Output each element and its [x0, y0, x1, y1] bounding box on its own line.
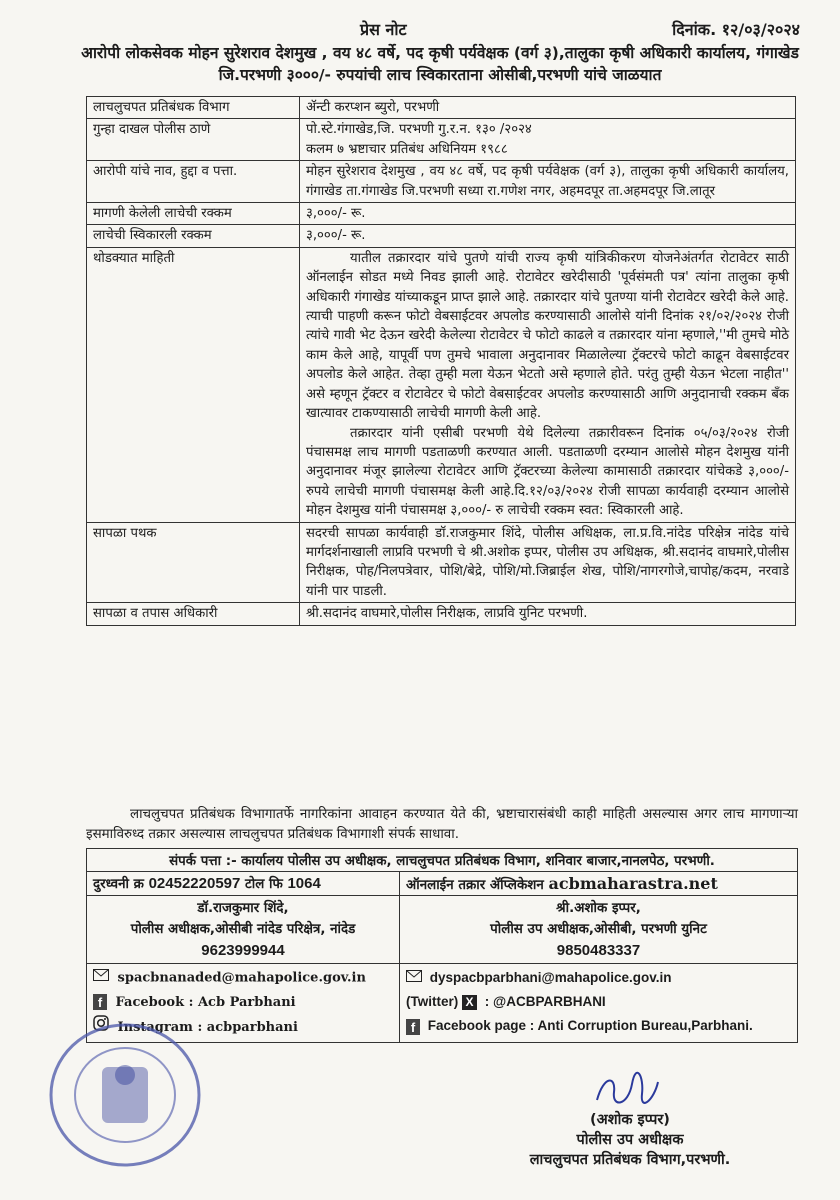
- online-url[interactable]: acbmaharastra.net: [548, 874, 718, 893]
- signatory-title: पोलीस उप अधीक्षक: [576, 1132, 684, 1148]
- facebook-page-text[interactable]: Facebook page : Anti Corruption Bureau,Parbhani.: [427, 1018, 753, 1034]
- row-label: सापळा व तपास अधिकारी: [87, 603, 300, 625]
- row-label: थोडक्यात माहिती: [87, 247, 300, 522]
- facebook-icon: f: [93, 994, 107, 1010]
- x-logo-icon: X: [462, 995, 477, 1010]
- row-value: [300, 119, 796, 161]
- row-value: श्री.सदानंद वाघमारे,पोलीस निरीक्षक, लाप्रवि युनिट परभणी.: [300, 603, 796, 625]
- row-label: आरोपी यांचे नाव, हुद्दा व पत्ता.: [87, 161, 300, 203]
- right-officer-title: पोलीस उप अधीक्षक,ओसीबी, परभणी युनिट: [490, 922, 707, 937]
- facebook-text[interactable]: Facebook : Acb Parbhani: [115, 994, 296, 1010]
- table-row: [87, 161, 796, 203]
- case-section: कलम ७ भ्रष्टाचार प्रतिबंध अधिनियम १९८८: [306, 141, 508, 157]
- left-officer-cell: [87, 896, 400, 964]
- row-value: [300, 247, 796, 522]
- left-email[interactable]: spacbnanaded@mahapolice.gov.in: [117, 970, 366, 986]
- row-label: मागणी केलेली लाचेची रक्कम: [87, 203, 300, 225]
- press-note-title: आरोपी लोकसेवक मोहन सुरेशराव देशमुख , वय ४८ वर्षे, पद कृषी पर्यवेक्षक (वर्ग ३),तालुका कृषी अधिकारी कार्यालय, गंगाखेड जि.परभणी ३०००/- रुपयांची लाच स्विकारताना ओसीबी,परभणी यांचे जाळयात: [81, 44, 799, 84]
- facebook-page-line: [406, 1014, 791, 1038]
- right-email-line: [406, 966, 791, 990]
- signatory-name: (अशोक इप्पर): [590, 1112, 670, 1128]
- left-officer-name: डॉ.राजकुमार शिंदे,: [197, 901, 289, 916]
- left-officer-title: पोलीस अधीक्षक,ओसीबी नांदेड परिक्षेत्र, नांदेड: [130, 922, 356, 937]
- left-email-line: [93, 966, 393, 991]
- right-officer-phone[interactable]: 9850483337: [556, 942, 641, 959]
- facebook-line: [93, 991, 393, 1015]
- phone-cell: [87, 872, 400, 896]
- table-row: [87, 203, 796, 225]
- press-note-date: दिनांक. १२/०३/२०२४: [672, 20, 800, 39]
- email-icon: [406, 966, 422, 990]
- appeal-text: लाचलुचपत प्रतिबंधक विभागातर्फे नागरिकांना आवाहन करण्यात येते की, भ्रष्टाचारासंबंधी काही माहिती असल्यास अगर लाच मागणाऱ्या इसमाविरुध्द तक्रार असल्यास लाचलुचपत प्रतिबंधक विभागाशी संपर्क साधावा.: [86, 807, 798, 842]
- left-officer-phone[interactable]: 9623999944: [201, 942, 285, 959]
- instagram-text[interactable]: Instagram : acbparbhani: [117, 1019, 298, 1035]
- contact-table: [86, 848, 798, 1043]
- online-label: ऑनलाईन तक्रार ॲप्लिकेशन: [406, 878, 544, 893]
- summary-paragraph-1: यातील तक्रारदार यांचे पुतणे यांची राज्य कृषी यांत्रिकीकरण योजनेअंतर्गत रोटावेटर साठी ऑनलाईन सोडत मध्ये निवड झाली आहे. रोटावेटर खरेदीसाठी 'पूर्वसंमती पत्र' त्यांना तालुका कृषी अधिकारी गंगाखेड यांच्याकडून प्राप्त झाले आहे. तक्रारदार यांचे पुतण्या यांनी रोटावेटर खरेदी केले आहे. त्याची पाहणी करून फोटो वेबसाईटवर अपलोड करण्यासाठी आलोसे यांनी दिनांक २१/०२/२०२४ रोजी त्यांचे गावी भेट देऊन खरेदी केलेल्या रोटावेटर चे फोटो काढले व तक्रारदार यांना म्हणाले,''मी तुमचे मोठे काम केले आहे, यापूर्वी पण तुमचे भावाला अनुदानावर मिळालेल्या ट्रॅक्टरचे फोटो काढून वेबसाईटवर अपलोड केले आहेत. तेव्हा तुम्ही मला येऊन भेटतो असे म्हणाले होते. परंतु तुम्ही येऊन भेटला नाहीत'' असे म्हणून ट्रॅक्टर व रोटावेटर चे फोटो वेबसाईटवर अपलोड करण्यासाठी आणि अनुदानाची रक्कम बँक खात्यावर टाकण्यासाठी लाचेची मागणी केली आहे.: [306, 250, 789, 422]
- table-row: [87, 849, 798, 872]
- row-label: गुन्हा दाखल पोलीस ठाणे: [87, 119, 300, 161]
- tollfree-number[interactable]: 1064: [287, 875, 321, 892]
- row-value: सदरची सापळा कार्यवाही डॉ.राजकुमार शिंदे, पोलीस अधिक्षक, ला.प्र.वि.नांदेड परिक्षेत्र नांदेड यांचे मार्गदर्शनाखाली लाप्रवि परभणी चे श्री.अशोक इप्पर, पोलीस उप अधिक्षक, श्री.सदानंद वाघमारे,पोलीस निरीक्षक, पोह/निलपत्रेवार, पोशि/बेद्रे, पोशि/मो.जिब्राईल शेख, पोशि/नागरगोजे,चापोह/कदम, नरवाडे यांनी पार पाडली.: [300, 522, 796, 603]
- right-email[interactable]: dyspacbparbhani@mahapolice.gov.in: [429, 970, 672, 985]
- right-officer-name: श्री.अशोक इप्पर,: [556, 901, 641, 916]
- row-value: मोहन सुरेशराव देशमुख , वय ४८ वर्षे, पद कृषी पर्यवेक्षक (वर्ग ३), तालुका कृषी अधिकारी कार्यालय, गंगाखेड ता.गंगाखेड जि.परभणी सध्या रा.गणेश नगर, अहमदपूर ता.अहमदपूर जि.लातूर: [300, 161, 796, 203]
- official-seal: [40, 1015, 210, 1179]
- row-value: ॲन्टी करप्शन ब्युरो, परभणी: [300, 97, 796, 119]
- table-row: [87, 896, 798, 964]
- facebook-icon: f: [406, 1019, 420, 1035]
- phone-label: दुरध्वनी क्र: [93, 877, 144, 892]
- table-row: [87, 97, 796, 119]
- signatory-dept: लाचलुचपत प्रतिबंधक विभाग,परभणी.: [529, 1152, 731, 1168]
- twitter-handle[interactable]: : @ACBPARBHANI: [484, 994, 606, 1010]
- tollfree-label: टोल फि: [245, 877, 283, 892]
- press-note-label: प्रेस नोट: [360, 20, 407, 39]
- public-appeal: [86, 805, 798, 845]
- phone-number[interactable]: 02452220597: [148, 875, 241, 892]
- table-row: [87, 872, 798, 896]
- row-value: ३,०००/- रू.: [300, 203, 796, 225]
- signature: [592, 1070, 662, 1114]
- row-value: ३,०००/- रू.: [300, 225, 796, 247]
- twitter-label: (Twitter): [406, 994, 459, 1010]
- right-officer-cell: [400, 896, 798, 964]
- table-row: [87, 119, 796, 161]
- signature-block: [490, 1110, 770, 1170]
- summary-paragraph-2: तक्रारदार यांनी एसीबी परभणी येथे दिलेल्या तक्रारीवरून दिनांक ०५/०३/२०२४ रोजी पंचासमक्ष लाच मागणी पडताळणी करण्यात आली. पडताळणी दरम्यान आलोसे मोहन देशमुख यांनी अनुदानावर मंजूर झालेल्या रोटावेटर आणि ट्रॅक्टरच्या केलेल्या कामासाठी तक्रारदार यांचेकडे ३,०००/- रुपये लाचेची मागणी पंचासमक्ष केली आहे.दि.१२/०३/२०२४ रोजी सापळा कार्यवाही दरम्यान आलोसे मोहन देशमुख यांनी पंचासमक्ष ३,०००/- रु लाचेची रक्कम स्वत: स्विकारली आहे.: [306, 425, 789, 519]
- email-icon: [93, 966, 109, 990]
- row-label: लाचलुचपत प्रतिबंधक विभाग: [87, 97, 300, 119]
- row-label: सापळा पथक: [87, 522, 300, 603]
- twitter-line: [406, 990, 791, 1014]
- case-number: पो.स्टे.गंगाखेड,जि. परभणी गु.र.न. १३० /२०२४: [306, 122, 532, 138]
- table-row: [87, 603, 796, 625]
- table-row: [87, 225, 796, 247]
- case-details-table: [86, 96, 796, 626]
- row-label: लाचेची स्विकारली रक्कम: [87, 225, 300, 247]
- table-row: [87, 247, 796, 522]
- online-cell: [400, 872, 798, 896]
- header-line: [360, 18, 800, 40]
- table-row: [87, 522, 796, 603]
- right-social-cell: [400, 964, 798, 1043]
- contact-address: संपर्क पत्ता :- कार्यालय पोलीस उप अधीक्षक, लाचलुचपत प्रतिबंधक विभाग, शनिवार बाजार,नानलपेठ, परभणी.: [87, 849, 798, 872]
